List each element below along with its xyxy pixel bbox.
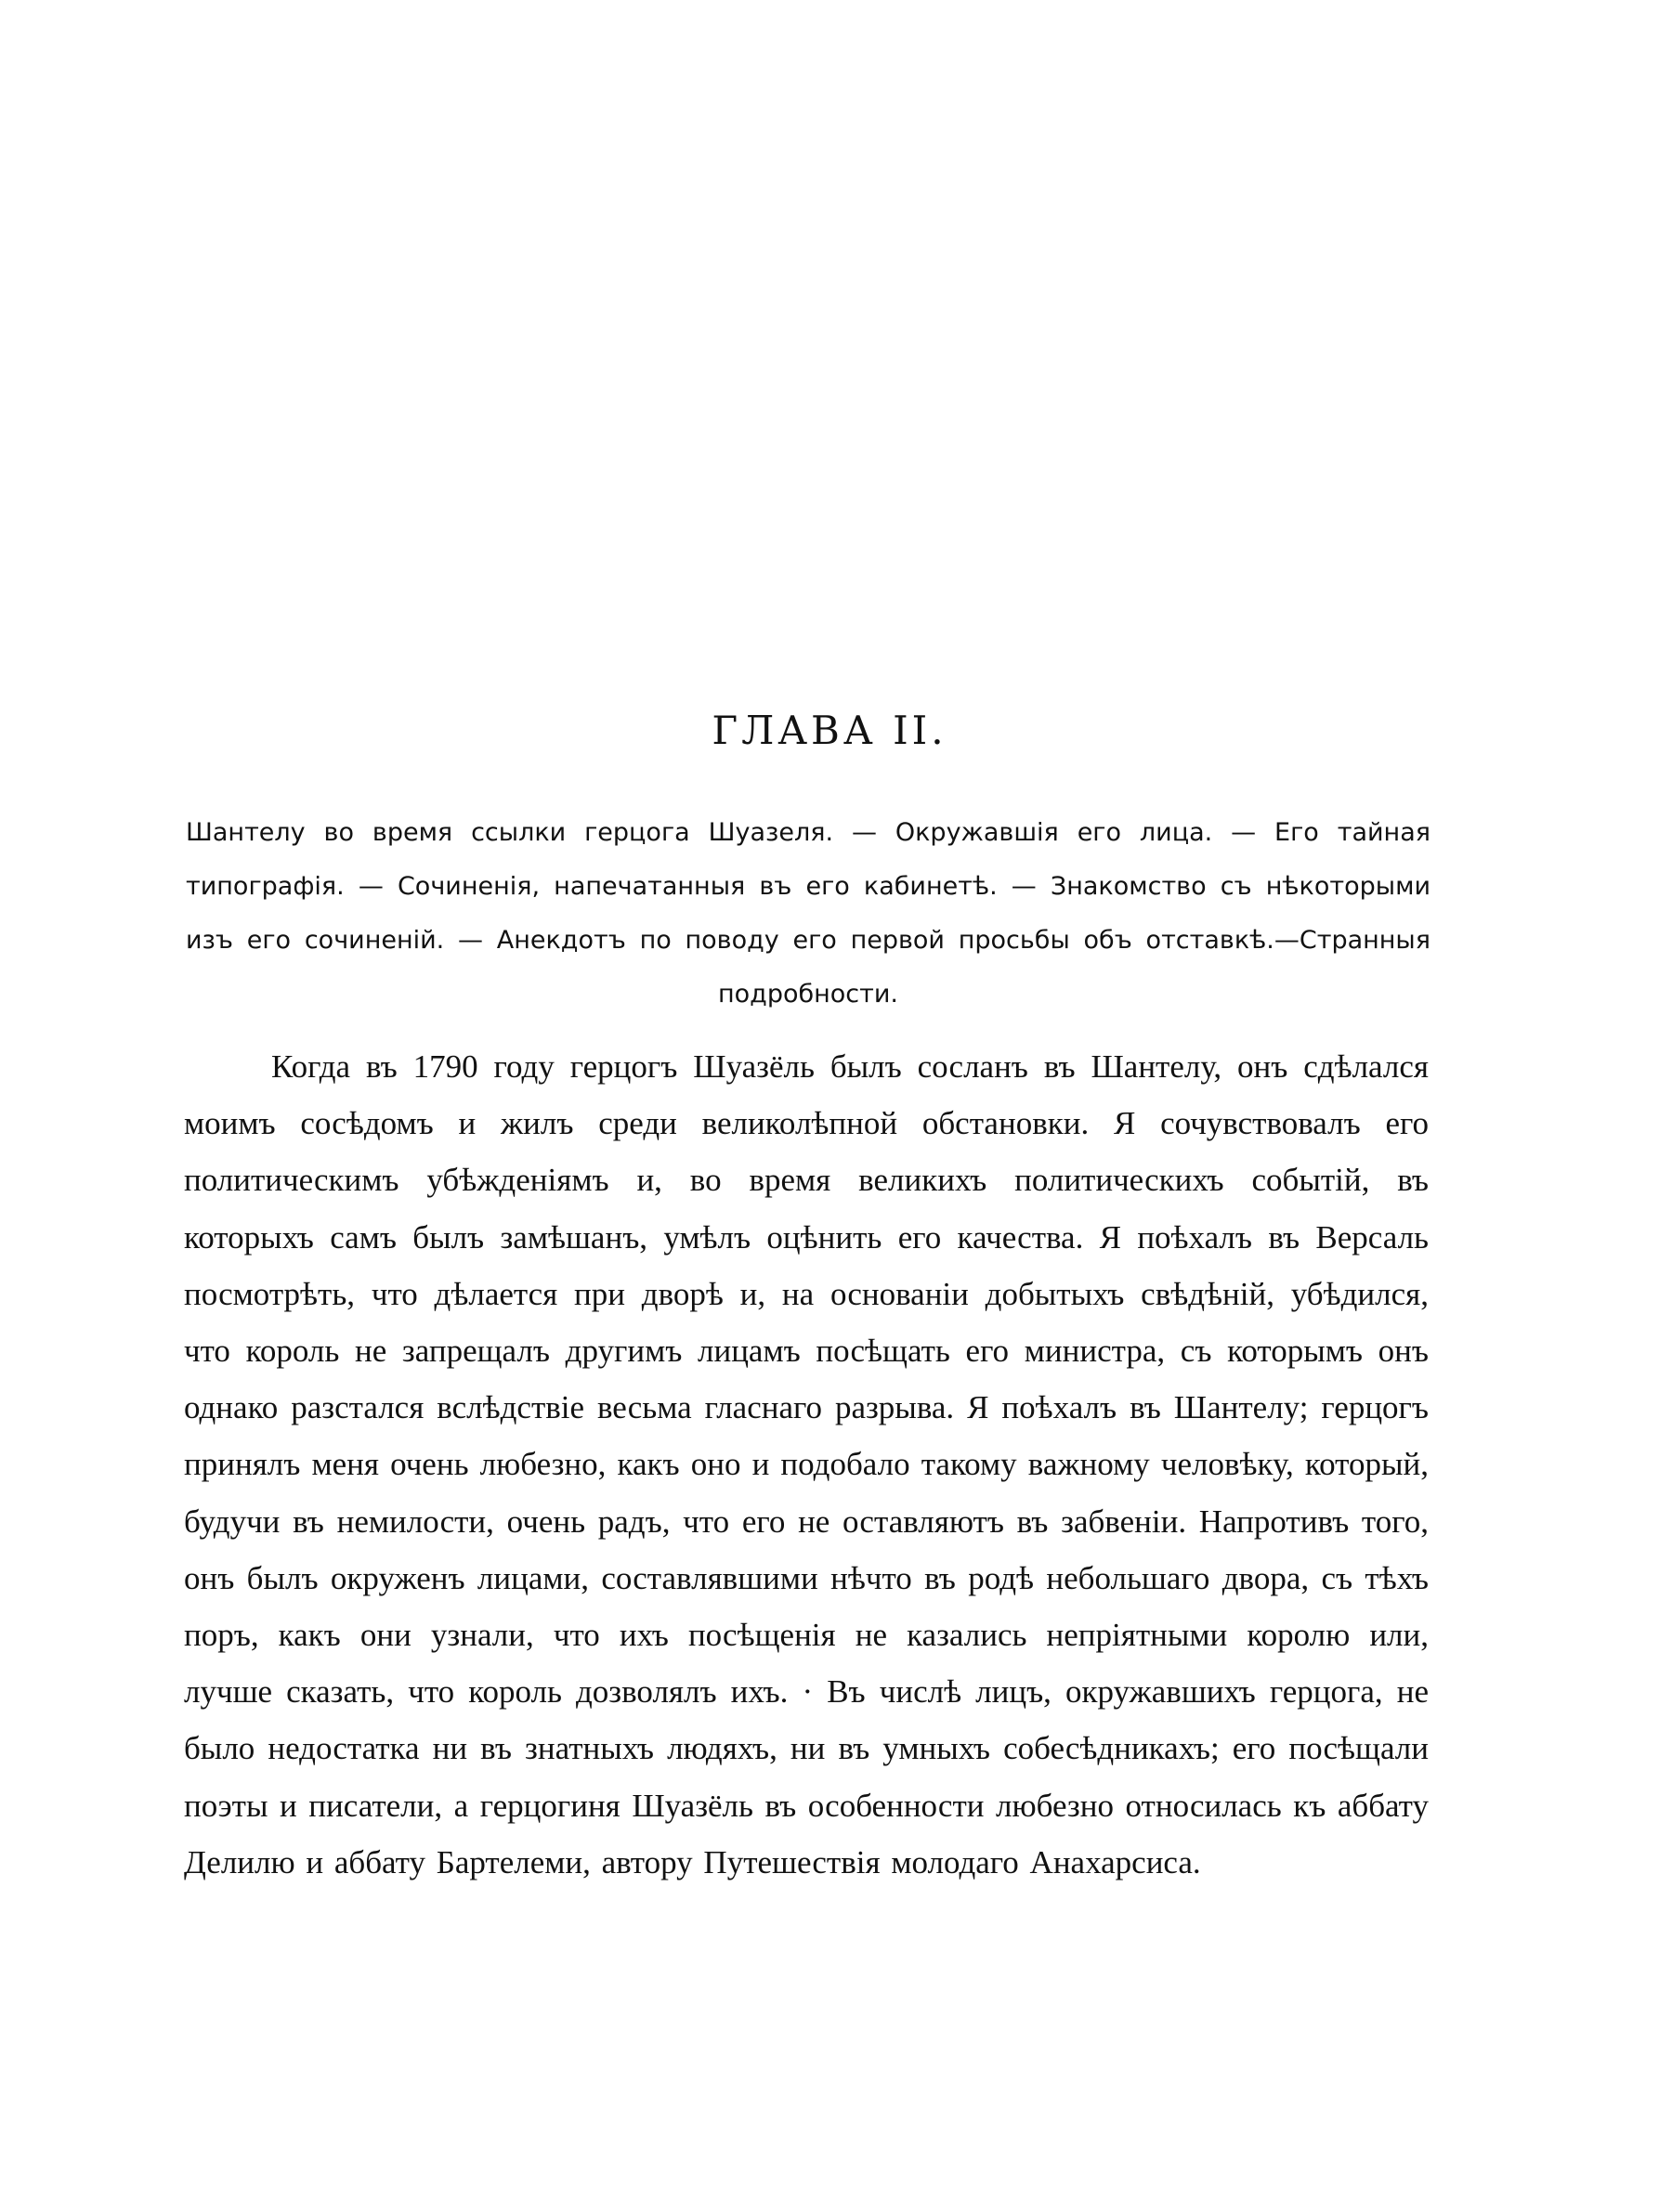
body-paragraph: Когда въ 1790 году герцогъ Шуазёль былъ сосланъ въ Шантелу, онъ сдѣлался моимъ сосѣдомъ и жилъ среди великолѣпной обстановки. Я сочувствовалъ его политическимъ убѣжденіямъ и, во время великихъ политическихъ событій, въ которыхъ самъ былъ замѣшанъ, умѣлъ оцѣнить его качества. Я поѣхалъ въ Версаль посмотрѣть, что дѣлается при дворѣ и, на основаніи добытыхъ свѣдѣній, убѣдился, что король не запрещалъ другимъ лицамъ посѣщать его министра, съ которымъ онъ однако разстался вслѣдствіе весьма гласнаго разрыва. Я поѣхалъ въ Шантелу; герцогъ принялъ меня очень любезно, какъ оно и подобало такому важному человѣку, который, будучи въ немилости, очень радъ, что его не оставляютъ въ забвеніи. Напротивъ того, онъ былъ окруженъ лицами, составлявшими нѣчто въ родѣ небольшаго двора, съ тѣхъ поръ, какъ они узнали, что ихъ посѣщенія не казались непріятными королю или, лучше сказать, что король дозволялъ ихъ. · Въ числѣ лицъ, окружавшихъ герцога, не было недостатка ни въ знатныхъ людяхъ, ни въ умныхъ собесѣдникахъ; его посѣщали поэты и писатели, а герцогиня Шуазёль въ особенности любезно относилась къ аббату Делилю и аббату Бартелеми, автору Путешествія молодаго Анахарсиса. xyxy=(184,1048,1429,1880)
chapter-summary: Шантелу во время ссылки герцога Шуазеля. — Окружавшія его лица. — Его тайная типографія. — Сочиненія, напечатанныя въ его кабинетѣ. — Знакомство съ нѣкоторыми изъ его сочиненій. — Анекдотъ по поводу его первой просьбы объ отставкѣ.—Странныя подробности. xyxy=(186,818,1430,1008)
chapter-title: ГЛАВА II. xyxy=(712,708,947,753)
